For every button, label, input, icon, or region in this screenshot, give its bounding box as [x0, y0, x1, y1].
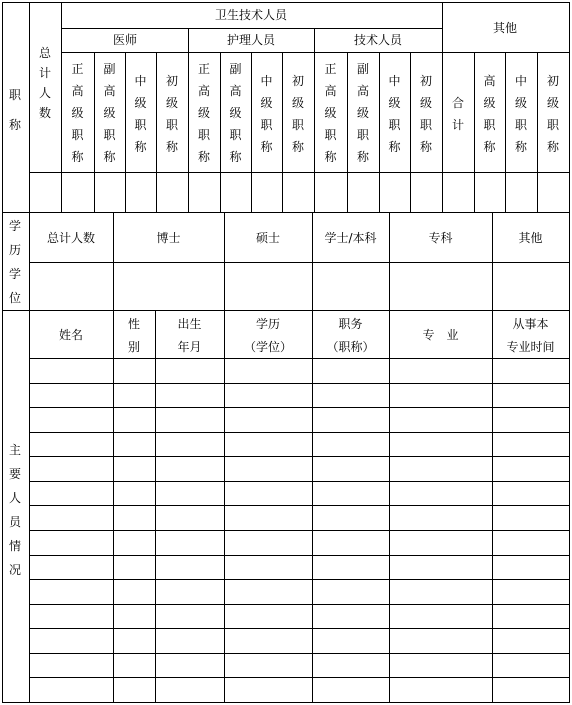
grid-line [282, 52, 283, 213]
other-header: 其他 [492, 21, 517, 35]
blank-row-line [29, 628, 570, 629]
other-col-header: 高 级 职 称 [483, 74, 496, 154]
rank-header: 中 级 职 称 [388, 74, 401, 154]
rank-header: 初 级 职 称 [419, 74, 432, 154]
grid-line [29, 358, 570, 359]
total-count-header: 总 计 人 数 [38, 46, 51, 120]
blank-row-line [29, 579, 570, 580]
rank-header: 正 高 级 职 称 [324, 62, 337, 164]
blank-row-line [29, 653, 570, 654]
row-label-degree: 学 历 学 位 [8, 219, 21, 305]
staff-header-4-l1: 职务 [338, 317, 363, 331]
grid-line [125, 52, 126, 213]
grid-line [474, 52, 475, 213]
health-tech-staff-header: 卫生技术人员 [214, 8, 287, 22]
rank-header: 中 级 职 称 [260, 74, 273, 154]
table-border-bottom [2, 702, 570, 703]
blank-row-line [29, 530, 570, 531]
staff-header-6-l1: 从事本 [512, 317, 549, 331]
degree-header-2: 硕士 [255, 231, 280, 245]
blank-row-line [29, 383, 570, 384]
grid-line [2, 212, 570, 213]
other-col-header: 中 级 职 称 [514, 74, 527, 154]
row-label-staff: 主 要 人 员 情 况 [8, 443, 21, 577]
rank-header: 中 级 职 称 [134, 74, 147, 154]
grid-line [29, 2, 30, 213]
grid-line [505, 52, 506, 213]
grid-line [314, 28, 315, 53]
grid-line [410, 52, 411, 213]
grid-line [29, 262, 570, 263]
row-label-title: 职 称 [8, 88, 21, 132]
grid-line [312, 310, 313, 703]
blank-row-line [29, 456, 570, 457]
group-header-0: 医师 [112, 33, 137, 47]
table-border-top [2, 2, 570, 3]
grid-line [156, 52, 157, 213]
grid-line [29, 212, 30, 703]
grid-line [113, 310, 114, 703]
blank-row-line [29, 604, 570, 605]
blank-row-line [29, 481, 570, 482]
staff-header-1-l2: 别 [127, 340, 140, 354]
grid-line [188, 28, 189, 53]
blank-row-line [29, 432, 570, 433]
grid-line [29, 172, 570, 173]
table-border-left [2, 2, 3, 703]
blank-row-line [29, 677, 570, 678]
degree-header-4: 专科 [428, 231, 453, 245]
grid-line [442, 52, 443, 213]
rank-header: 正 高 级 职 称 [71, 62, 84, 164]
degree-header-5: 其他 [518, 231, 543, 245]
staff-header-4-l2: （职称） [326, 340, 375, 354]
grid-line [94, 52, 95, 213]
grid-line [61, 2, 62, 213]
group-header-1: 护理人员 [226, 33, 275, 47]
grid-line [2, 310, 570, 311]
grid-line [314, 52, 315, 213]
rank-header: 正 高 级 职 称 [197, 62, 210, 164]
rank-header: 初 级 职 称 [165, 74, 178, 154]
grid-line [492, 310, 493, 703]
rank-header: 初 级 职 称 [291, 74, 304, 154]
staff-header-5: 专 业 [422, 328, 459, 342]
grid-line [442, 52, 570, 53]
group-header-2: 技术人员 [353, 33, 402, 47]
grid-line [220, 52, 221, 213]
grid-line [379, 52, 380, 213]
staff-header-2-l2: 年月 [177, 340, 202, 354]
other-col-header: 合 计 [451, 96, 464, 132]
grid-line [537, 52, 538, 213]
staff-header-3-l2: （学位） [243, 340, 292, 354]
grid-line [61, 52, 443, 53]
grid-line [347, 52, 348, 213]
grid-line [61, 28, 443, 29]
degree-header-1: 博士 [156, 231, 181, 245]
grid-line [155, 310, 156, 703]
blank-row-line [29, 505, 570, 506]
blank-row-line [29, 555, 570, 556]
grid-line [224, 310, 225, 703]
other-col-header: 初 级 职 称 [546, 74, 559, 154]
rank-header: 副 高 级 职 称 [229, 62, 242, 164]
grid-line [188, 52, 189, 213]
rank-header: 副 高 级 职 称 [356, 62, 369, 164]
staff-header-1-l1: 性 [127, 317, 140, 331]
degree-header-3: 学士/本科 [324, 231, 377, 245]
staff-header-3-l1: 学历 [255, 317, 280, 331]
degree-header-0: 总计人数 [46, 231, 95, 245]
staff-header-6-l2: 专业时间 [506, 340, 555, 354]
grid-line [251, 52, 252, 213]
rank-header: 副 高 级 职 称 [103, 62, 116, 164]
blank-row-line [29, 407, 570, 408]
staff-header-0: 姓名 [58, 328, 83, 342]
staff-header-2-l1: 出生 [177, 317, 202, 331]
grid-line [389, 310, 390, 703]
